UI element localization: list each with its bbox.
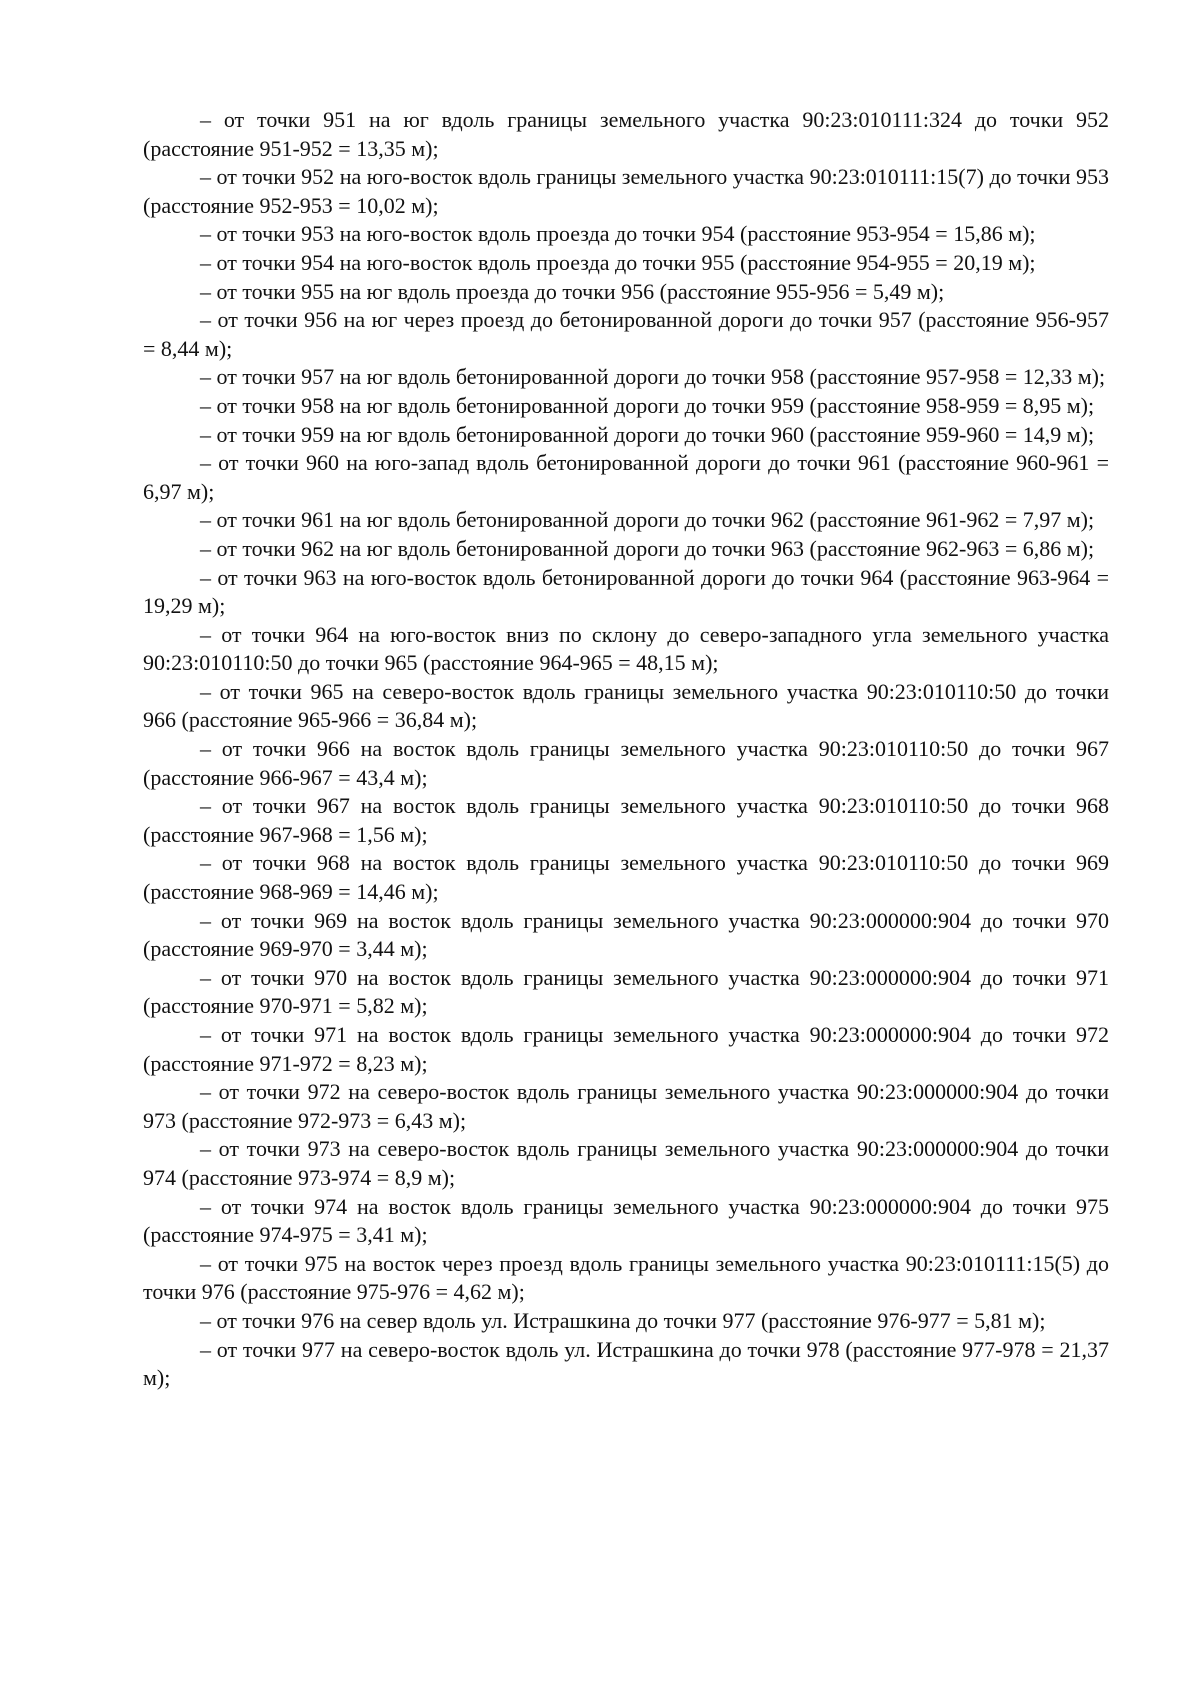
paragraph: – от точки 961 на юг вдоль бетонированной дороги до точки 962 (расстояние 961-962 = 7,97 м); <box>200 507 1095 533</box>
paragraph: – от точки 951 на юг вдоль границы земельного участка 90:23:010111:324 до точки 952 (расстояние 951-952 = 13,35 м); <box>143 107 1109 161</box>
paragraph: – от точки 970 на восток вдоль границы земельного участка 90:23:000000:904 до точки 971 (расстояние 970-971 = 5,82 м); <box>143 964 1109 1019</box>
paragraph: – от точки 975 на восток через проезд вдоль границы земельного участка 90:23:010111:15(5) до точки 976 (расстояние 975-976 = 4,62 м); <box>143 1250 1109 1305</box>
paragraph: – от точки 956 на юг через проезд до бетонированной дороги до точки 957 (расстояние 956-957 = 8,44 м); <box>143 307 1109 361</box>
boundary-description-text <box>143 106 1109 1393</box>
paragraph: – от точки 962 на юг вдоль бетонированной дороги до точки 963 (расстояние 962-963 = 6,86 м); <box>200 535 1095 561</box>
paragraph: – от точки 957 на юг вдоль бетонированной дороги до точки 958 (расстояние 957-958 = 12,33 м); <box>200 364 1106 390</box>
paragraph: – от точки 954 на юго-восток вдоль проезда до точки 955 (расстояние 954-955 = 20,19 м); <box>200 249 1036 275</box>
paragraph: – от точки 969 на восток вдоль границы земельного участка 90:23:000000:904 до точки 970 (расстояние 969-970 = 3,44 м); <box>143 907 1109 962</box>
paragraph: – от точки 953 на юго-восток вдоль проезда до точки 954 (расстояние 953-954 = 15,86 м); <box>200 221 1036 247</box>
paragraph: – от точки 977 на северо-восток вдоль ул. Истрашкина до точки 978 (расстояние 977-978 = 21,37 м); <box>143 1336 1109 1391</box>
paragraph: – от точки 960 на юго-запад вдоль бетонированной дороги до точки 961 (расстояние 960-961 = 6,97 м); <box>143 450 1109 504</box>
paragraph: – от точки 963 на юго-восток вдоль бетонированной дороги до точки 964 (расстояние 963-964 = 19,29 м); <box>143 564 1109 619</box>
paragraph: – от точки 965 на северо-восток вдоль границы земельного участка 90:23:010110:50 до точки 966 (расстояние 965-966 = 36,84 м); <box>143 678 1109 733</box>
paragraph: – от точки 964 на юго-восток вниз по склону до северо-западного угла земельного участка 90:23:010110:50 до точки 965 (расстояние 964-965 = 48,15 м); <box>143 621 1109 676</box>
paragraph: – от точки 974 на восток вдоль границы земельного участка 90:23:000000:904 до точки 975 (расстояние 974-975 = 3,41 м); <box>143 1193 1109 1248</box>
paragraph: – от точки 968 на восток вдоль границы земельного участка 90:23:010110:50 до точки 969 (расстояние 968-969 = 14,46 м); <box>143 850 1109 905</box>
paragraph: – от точки 973 на северо-восток вдоль границы земельного участка 90:23:000000:904 до точки 974 (расстояние 973-974 = 8,9 м); <box>143 1136 1109 1190</box>
paragraph: – от точки 967 на восток вдоль границы земельного участка 90:23:010110:50 до точки 968 (расстояние 967-968 = 1,56 м); <box>143 793 1109 847</box>
paragraph: – от точки 971 на восток вдоль границы земельного участка 90:23:000000:904 до точки 972 (расстояние 971-972 = 8,23 м); <box>143 1022 1109 1076</box>
paragraph: – от точки 966 на восток вдоль границы земельного участка 90:23:010110:50 до точки 967 (расстояние 966-967 = 43,4 м); <box>143 736 1109 790</box>
paragraph: – от точки 958 на юг вдоль бетонированной дороги до точки 959 (расстояние 958-959 = 8,95 м); <box>200 392 1095 418</box>
paragraph: – от точки 972 на северо-восток вдоль границы земельного участка 90:23:000000:904 до точки 973 (расстояние 972-973 = 6,43 м); <box>143 1079 1109 1133</box>
paragraph: – от точки 976 на север вдоль ул. Истрашкина до точки 977 (расстояние 976-977 = 5,81 м); <box>200 1307 1046 1333</box>
paragraph: – от точки 952 на юго-восток вдоль границы земельного участка 90:23:010111:15(7) до точки 953 (расстояние 952-953 = 10,02 м); <box>143 164 1109 218</box>
paragraph: – от точки 959 на юг вдоль бетонированной дороги до точки 960 (расстояние 959-960 = 14,9 м); <box>200 421 1095 447</box>
paragraph: – от точки 955 на юг вдоль проезда до точки 956 (расстояние 955-956 = 5,49 м); <box>200 278 945 304</box>
